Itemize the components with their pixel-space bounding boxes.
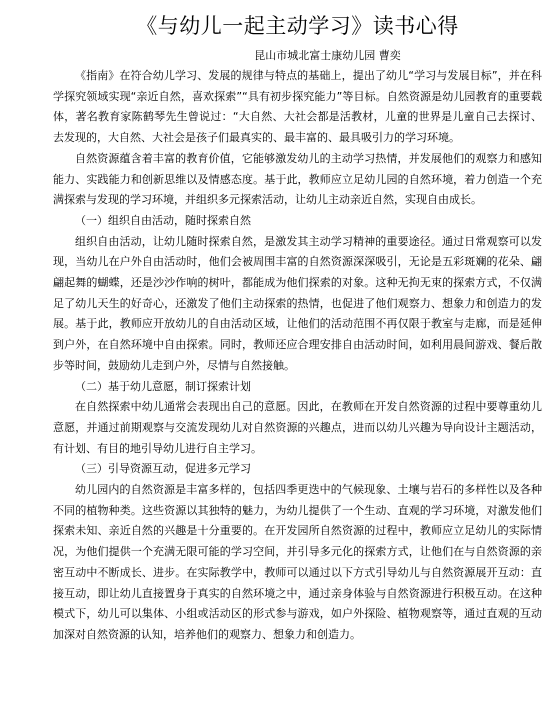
paragraph: 组织自由活动，让幼儿随时探索自然，是激发其主动学习精神的重要途径。通过日常观察可以发现，当幼儿在户外自由活动时，他们会被周围丰富的自然资源深深吸引，无论是五彩斑斓的花朵、翩翩起舞的蝴蝶，还是沙沙作响的树叶，都能成为他们探索的对象。这种无拘无束的探索方式，不仅满足了幼儿天生的好奇心，还激发了他们主动探索的热情，也促进了他们观察力、想象力和创造力的发展。基于此，教师应开放幼儿的自由活动区域，让他们的活动范围不再仅限于教室与走廊，而是延伸到户外，在自然环境中自由探索。同时，教师还应合理安排自由活动时间，如利用晨间游戏、餐后散步等时间，鼓励幼儿走到户外，尽情与自然接触。 xyxy=(53,234,542,372)
author-line: 昆山市城北富士康幼儿园 曹奕 xyxy=(254,49,401,62)
paragraph: 幼儿园内的自然资源是丰富多样的，包括四季更迭中的气候现象、土壤与岩石的多样性以及各种不同的植物种类。这些资源以其独特的魅力，为幼儿提供了一个生动、直观的学习环境，对激发他们探索未知、亲近自然的兴趣是十分重要的。在开发园所自然资源的过程中，教师应立足幼儿的实际情况，为他们提供一个充满无限可能的学习空间，并引导多元化的探索方式，让他们在与自然资源的亲密互动中不断成长、进步。在实际教学中，教师可以通过以下方式引导幼儿与自然资源展开互动：直接互动，即让幼儿直接置身于真实的自然环境之中，通过亲身体验与自然资源进行积极互动。在这种模式下，幼儿可以集体、小组或活动区的形式参与游戏，如户外探险、植物观察等，通过直观的互动加深对自然资源的认知，培养他们的观察力、想象力和创造力。 xyxy=(53,483,542,641)
section-heading: （三）引导资源互动，促进多元学习 xyxy=(75,462,251,476)
section-heading: （二）基于幼儿意愿，制订探索计划 xyxy=(75,379,251,393)
document-body xyxy=(53,66,542,646)
paragraph: 《指南》在符合幼儿学习、发展的规律与特点的基础上，提出了幼儿“学习与发展目标”，并在科学探究领域实现“亲近自然，喜欢探索”“具有初步探究能力”等目标。自然资源是幼儿园教育的重要载体，著名教育家陈鹤琴先生曾说过：“大自然、大社会都是活教材，儿童的世界是儿童自己去探讨、去发现的，大自然、大社会是孩子们最真实的、最丰富的、最具吸引力的学习环境。 xyxy=(53,69,542,145)
paragraph: 自然资源蕴含着丰富的教育价值，它能够激发幼儿的主动学习热情，并发展他们的观察力和感知能力、实践能力和创新思维以及情感态度。基于此，教师应立足幼儿园的自然环境，着力创造一个充满探索与发现的学习环境，并组织多元探索活动，让幼儿主动亲近自然，实现自由成长。 xyxy=(53,151,542,207)
document-title: 《与幼儿一起主动学习》读书心得 xyxy=(136,14,459,38)
paragraph: 在自然探索中幼儿通常会表现出自己的意愿。因此，在教师在开发自然资源的过程中要尊重幼儿意愿，并通过前期观察与交流发现幼儿对自然资源的兴趣点，进而以幼儿兴趣为导向设计主题活动，有计划、有目的地引导幼儿进行自主学习。 xyxy=(53,400,542,455)
section-heading: （一）组织自由活动，随时探索自然 xyxy=(75,213,251,227)
